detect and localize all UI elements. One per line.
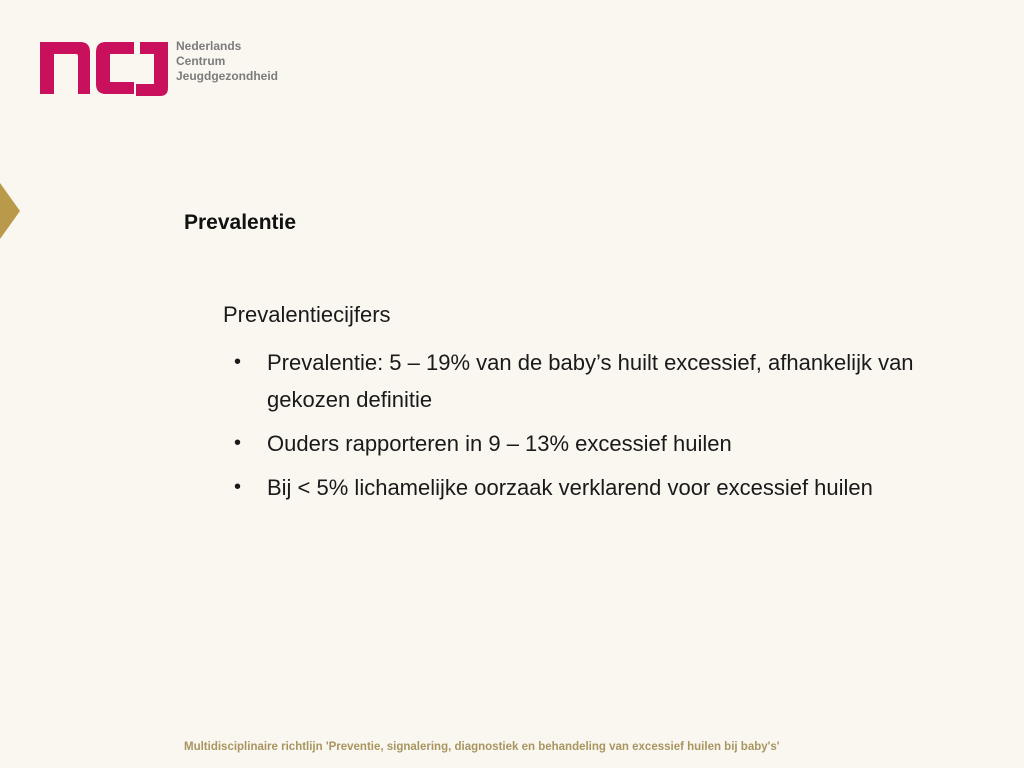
slide-subheading: Prevalentiecijfers — [223, 302, 391, 327]
bullet-text: Ouders rapporteren in 9 – 13% excessief huilen — [267, 431, 732, 456]
bullet-list — [232, 344, 972, 513]
bullet-item — [232, 425, 972, 462]
logo-line-1: Nederlands — [176, 39, 242, 53]
bullet-item — [232, 469, 972, 506]
slide-title: Prevalentie — [184, 211, 297, 234]
logo-line-2: Centrum — [176, 54, 226, 68]
bullet-text: Bij < 5% lichamelijke oorzaak verklarend voor excessief huilen — [267, 475, 873, 500]
logo-line-3: Jeugdgezondheid — [176, 69, 278, 83]
footer-text: Multidisciplinaire richtlijn 'Preventie, signalering, diagnostiek en behandeling van excessief huilen bij baby's' — [184, 741, 780, 753]
logo-wordmark — [176, 39, 278, 84]
bullet-dot-icon: • — [234, 432, 242, 454]
ncj-logo — [40, 38, 290, 98]
ncj-logo-mark — [40, 38, 168, 98]
bullet-dot-icon: • — [234, 351, 242, 373]
arrow-right-icon — [0, 183, 20, 239]
bullet-dot-icon: • — [234, 476, 242, 498]
bullet-text: Prevalentie: 5 – 19% van de baby’s huilt excessief, afhankelijk van gekozen definitie — [267, 350, 914, 412]
bullet-item — [232, 344, 972, 418]
